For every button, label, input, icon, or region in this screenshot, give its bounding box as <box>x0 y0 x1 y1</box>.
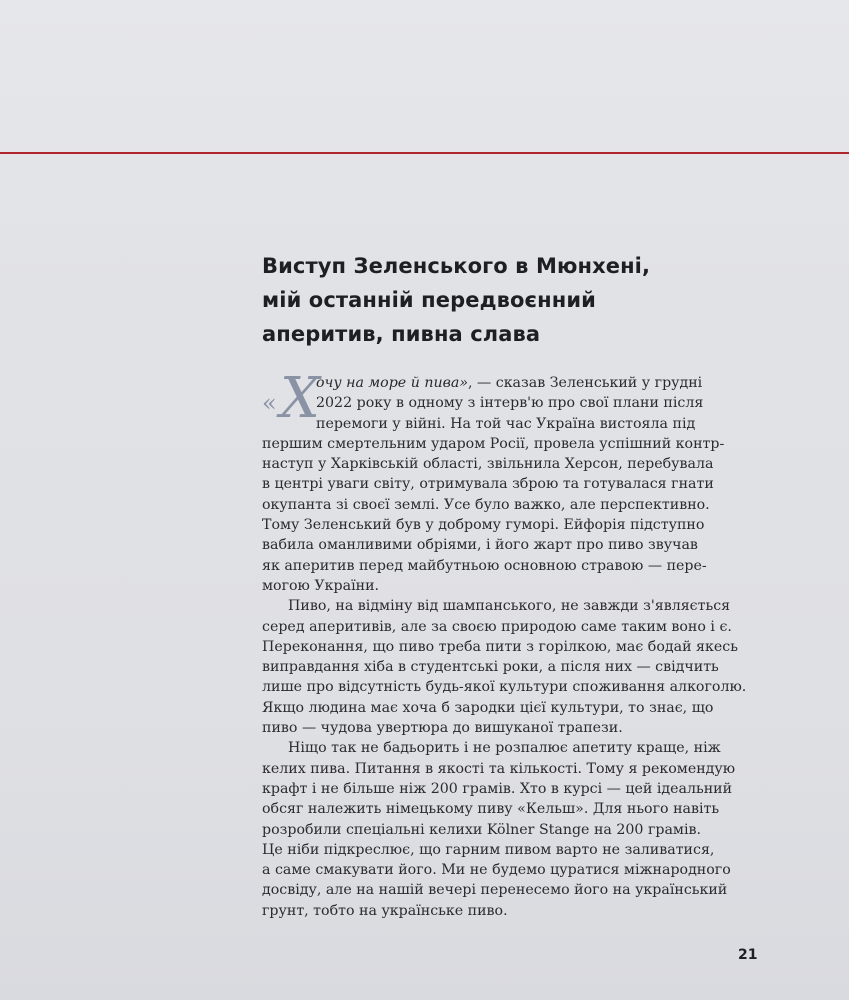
paragraph-line: 2022 року в одному з інтерв'ю про свої плани після <box>316 395 704 412</box>
drop-cap <box>262 366 326 435</box>
paragraph-line: пиво — чудова увертюра до вишуканої трапези. <box>262 720 623 737</box>
drop-cap-quote-mark: « <box>262 389 277 417</box>
paragraph-line: крафт і не більше ніж 200 грамів. Хто в курсі — цей ідеальний <box>262 780 733 797</box>
drop-cap-letter: Х <box>280 366 320 431</box>
paragraph-line: Переконання, що пиво треба пити з горілкою, має бодай якесь <box>262 638 738 655</box>
paragraph-line: серед аперитивів, але за своєю природою саме таким воно і є. <box>262 618 732 635</box>
quote-italic: очу на море й пива» <box>316 375 469 391</box>
paragraph-line: Якщо людина має хоча б зародки цієї культури, то знає, що <box>262 699 714 716</box>
paragraph-line: окупанта зі своєї землі. Усе було важко, але перспективно. <box>262 496 710 513</box>
paragraph-line: Пиво, на відміну від шампанського, не завжди з'являється <box>288 598 731 615</box>
page-number: 21 <box>738 947 758 963</box>
paragraph-line: вабила оманливими обріями, і його жарт про пиво звучав <box>262 537 698 554</box>
paragraph-line: а саме смакувати його. Ми не будемо цуратися міжнародного <box>262 862 731 879</box>
chapter-heading-line: Виступ Зеленського в Мюнхені, <box>262 254 651 278</box>
paragraph-line: виправдання хіба в студентські роки, а після них — свідчить <box>262 659 719 676</box>
paragraph-3 <box>262 738 762 921</box>
paragraph-line: могою України. <box>262 577 380 594</box>
paragraph-line: як аперитив перед майбутньою основною стравою — пере- <box>262 557 707 574</box>
chapter-heading-line: мій останній передвоєнний <box>262 288 596 312</box>
paragraph-line <box>262 373 762 393</box>
paragraph-line: першим смертельним ударом Росії, провела успішний контр- <box>262 435 725 452</box>
article-body <box>262 366 762 921</box>
paragraph-line: наступ у Харківській області, звільнила Херсон, перебувала <box>262 456 714 473</box>
paragraph-line: перемоги у війні. На той час Україна вистояла під <box>316 415 696 432</box>
paragraph-line: Ніщо так не бадьорить і не розпалює апетиту краще, ніж <box>288 740 721 757</box>
paragraph-2 <box>262 596 762 738</box>
paragraph-line: Це ніби підкреслює, що гарним пивом варто не заливатися, <box>262 841 715 858</box>
paragraph-line: в центрі уваги світу, отримувала зброю та готувалася гнати <box>262 476 714 493</box>
paragraph-line: Тому Зеленський був у доброму гуморі. Ейфорія підступно <box>262 517 705 534</box>
paragraph-line: лише про відсутність будь-якої культури споживання алкоголю. <box>262 679 747 696</box>
paragraph-line: розробили спеціальні келихи Kölner Stange на 200 грамів. <box>262 821 702 838</box>
paragraph-line: грунт, тобто на українське пиво. <box>262 902 508 919</box>
paragraph-line: келих пива. Питання в якості та кількості. Тому я рекомендую <box>262 760 736 777</box>
paragraph-line: обсяг належить німецькому пиву «Кельш». Для нього навіть <box>262 801 720 818</box>
top-red-rule <box>0 152 849 154</box>
chapter-heading-line: аперитив, пивна слава <box>262 322 541 346</box>
chapter-heading <box>262 249 782 351</box>
paragraph-1 <box>262 373 762 596</box>
first-line-rest: , — сказав Зеленський у грудні <box>468 375 703 391</box>
paragraph-line: досвіду, але на нашій вечері перенесемо його на український <box>262 882 728 899</box>
